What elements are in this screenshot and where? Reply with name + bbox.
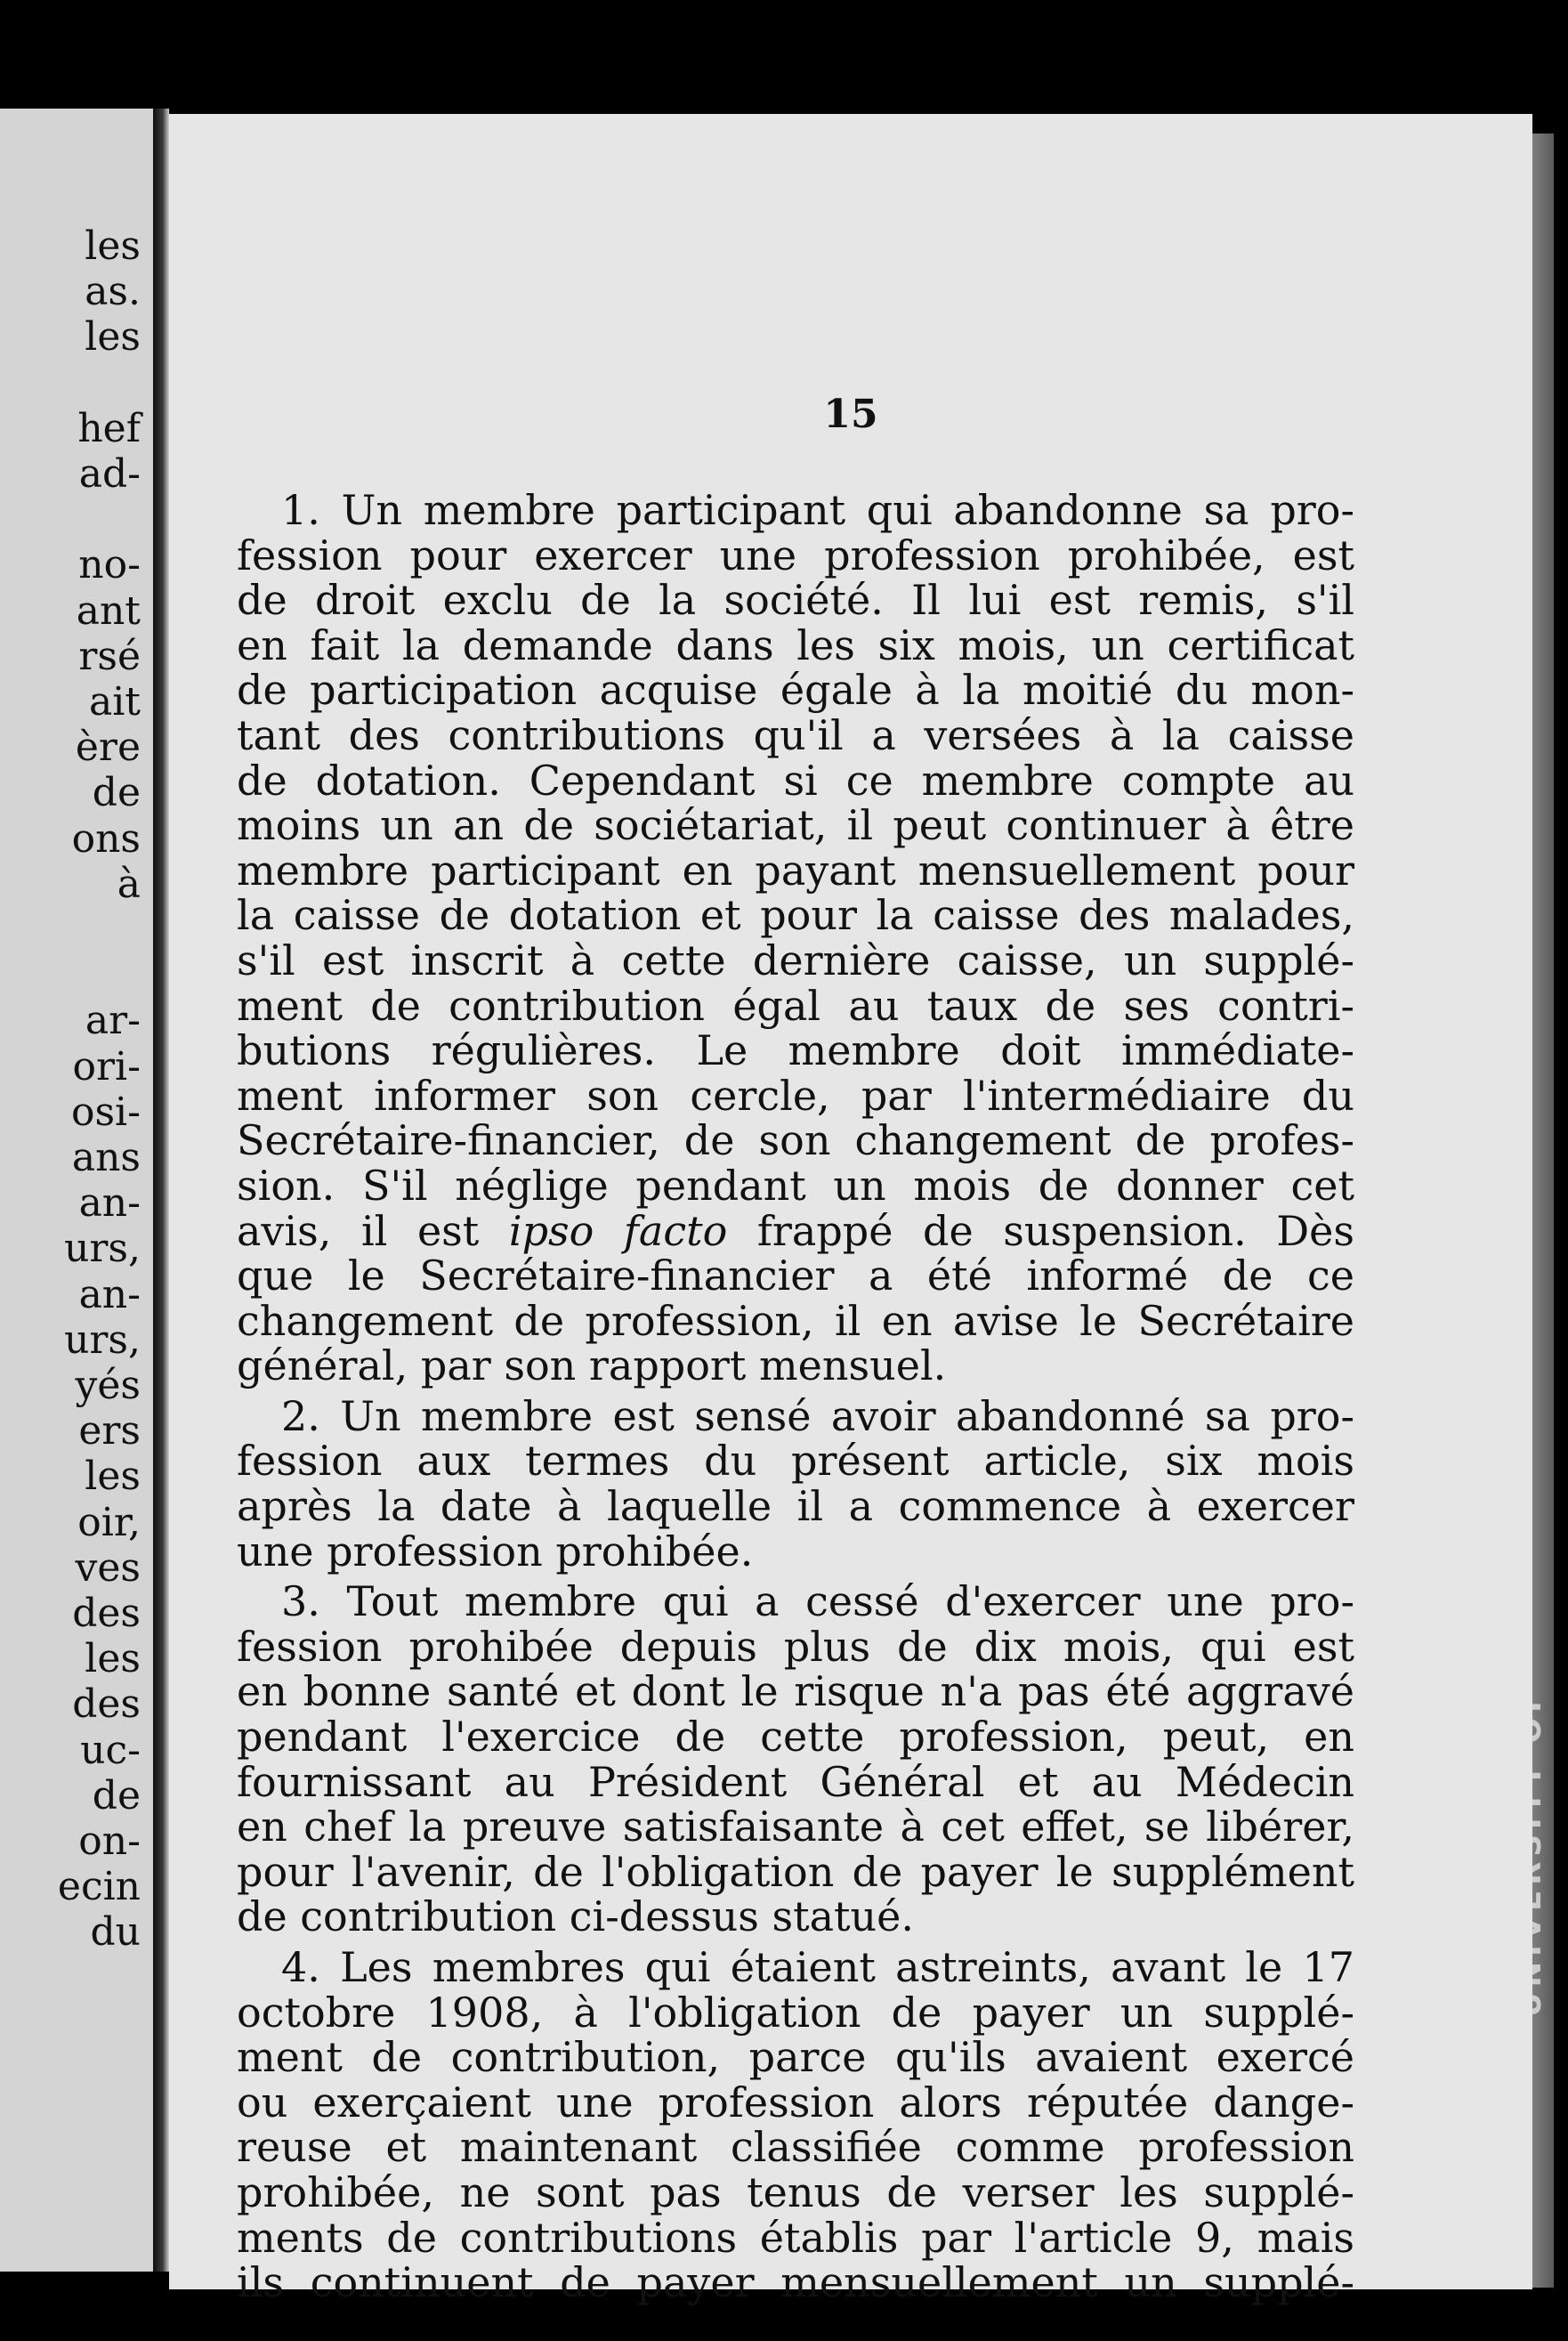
- text-line: ment de contribution, parce qu'ils avaient exercé: [237, 2033, 1354, 2082]
- left-page-fragment: ant: [76, 587, 141, 634]
- text-line: ils continuent de payer mensuellement un supplé-: [237, 2258, 1354, 2307]
- left-page-fragment: yés: [75, 1363, 141, 1408]
- text-line: tant des contributions qu'il a versées à la caisse: [237, 710, 1354, 759]
- text-line: fournissant au Président Général et au Médecin: [237, 1757, 1354, 1806]
- text-line: avis, il est ipso facto frappé de suspension. Dès: [237, 1206, 1354, 1255]
- left-page-fragment: ons: [71, 815, 141, 862]
- left-page-fragment: les: [85, 1636, 141, 1682]
- text-line: reuse et maintenant classifiée comme profession: [237, 2123, 1354, 2172]
- text-line: 3. Tout membre qui a cessé d'exercer une pro-: [281, 1577, 1354, 1626]
- text-line: de droit exclu de la société. Il lui est remis, s'il: [237, 576, 1354, 625]
- left-page-fragment: on-: [78, 1819, 141, 1864]
- text-line: octobre 1908, à l'obligation de payer un supplé-: [237, 1988, 1354, 2037]
- left-page-fragment: les: [85, 314, 141, 360]
- text-line: Secrétaire-financier, de son changement de profes-: [237, 1116, 1354, 1165]
- text-line: ments de contributions établis par l'article 9, mais: [237, 2213, 1354, 2262]
- text-line: ou exerçaient une profession alors réputée dange-: [237, 2078, 1354, 2126]
- text-line: en fait la demande dans les six mois, un certificat: [237, 620, 1354, 669]
- text-line: s'il est inscrit à cette dernière caisse, un supplé-: [237, 936, 1354, 984]
- left-page-fragment: rsé: [78, 633, 141, 679]
- left-page-fragment: uc-: [80, 1727, 141, 1773]
- left-page-fragment: as.: [85, 269, 141, 315]
- left-page-fragment: de: [92, 770, 141, 816]
- left-page-fragment: des: [72, 1681, 141, 1728]
- left-page-fragment: an-: [78, 1180, 141, 1227]
- text-line: une profession prohibée.: [237, 1527, 754, 1576]
- text-line: général, par son rapport mensuel.: [237, 1341, 947, 1390]
- page-body: [237, 488, 1354, 2305]
- left-page-fragment: du: [90, 1909, 141, 1956]
- left-page-fragment: urs,: [64, 1316, 141, 1363]
- text-line: en bonne santé et dont le risque n'a pas été aggravé: [237, 1667, 1354, 1716]
- left-page-fragment: ecin: [57, 1864, 141, 1910]
- text-line: fession pour exercer une profession prohibée, est: [237, 531, 1354, 579]
- text-line: ment de contribution égal au taux de ses contri-: [237, 981, 1354, 1030]
- text-line: 1. Un membre participant qui abandonne sa pro-: [281, 486, 1354, 534]
- left-page-fragment: urs,: [64, 1226, 141, 1272]
- text-line: 4. Les membres qui étaient astreints, avant le 17: [281, 1943, 1354, 1991]
- left-page-fragment: ère: [75, 725, 141, 771]
- text-line: pour l'avenir, de l'obligation de payer le supplément: [237, 1847, 1354, 1896]
- text-line: membre participant en payant mensuellement pour: [237, 846, 1354, 895]
- text-line: de participation acquise égale à la moitié du mon-: [237, 666, 1354, 715]
- text-line: en chef la preuve satisfaisante à cet effet, se libérer,: [237, 1802, 1354, 1851]
- text-line: sion. S'il néglige pendant un mois de donner cet: [237, 1161, 1354, 1210]
- text-line: de dotation. Cependant si ce membre compte au: [237, 756, 1354, 805]
- left-page-fragment: ar-: [85, 998, 141, 1044]
- left-page-fragment: ves: [75, 1544, 141, 1591]
- left-page-margin: [0, 109, 153, 2272]
- text-line: pendant l'exercice de cette profession, peut, en: [237, 1713, 1354, 1762]
- left-page-fragment: de: [92, 1772, 141, 1819]
- left-page-fragment: ans: [71, 1135, 141, 1180]
- left-page-fragment: à: [117, 861, 141, 907]
- text-line: butions régulières. Le membre doit immédiate-: [237, 1026, 1354, 1075]
- left-page-fragment: no-: [78, 542, 141, 588]
- left-page-fragment: les: [85, 223, 141, 269]
- italic-phrase: ipso facto: [508, 1206, 728, 1255]
- left-page-fragment: hef: [77, 405, 141, 451]
- text-line: fession aux termes du présent article, six mois: [237, 1437, 1354, 1486]
- text-line: fession prohibée depuis plus de dix mois, qui est: [237, 1622, 1354, 1671]
- page-number: 15: [823, 392, 878, 437]
- text-line: changement de profession, il en avise le Secrétaire: [237, 1296, 1354, 1345]
- left-page-fragment: ait: [89, 679, 141, 725]
- left-page-fragment: oir,: [77, 1499, 141, 1545]
- left-page-fragment: les: [85, 1454, 141, 1500]
- text-line: que le Secrétaire-financier a été informé de ce: [237, 1252, 1354, 1300]
- text-line: 2. Un membre est sensé avoir abandonné sa pro-: [281, 1391, 1354, 1440]
- text-line: ment informer son cercle, par l'intermédiaire du: [237, 1071, 1354, 1120]
- text-line: moins un an de sociétariat, il peut continuer à être: [237, 801, 1354, 850]
- text-line: prohibée, ne sont pas tenus de verser les supplé-: [237, 2167, 1354, 2216]
- left-page-fragment: an-: [78, 1271, 141, 1317]
- text-line: après la date à laquelle il a commence à exercer: [237, 1482, 1354, 1531]
- left-page-fragment: des: [72, 1591, 141, 1636]
- text-line: la caisse de dotation et pour la caisse des malades,: [237, 891, 1354, 940]
- text-line: de contribution ci-dessus statué.: [237, 1892, 914, 1941]
- left-page-fragment: ori-: [72, 1043, 141, 1089]
- left-page-fragment: osi-: [70, 1089, 141, 1135]
- book-page: [169, 114, 1532, 2307]
- left-page-fragment: ad-: [78, 451, 141, 497]
- book-gutter: [153, 109, 169, 2272]
- left-page-fragment: ers: [78, 1408, 141, 1454]
